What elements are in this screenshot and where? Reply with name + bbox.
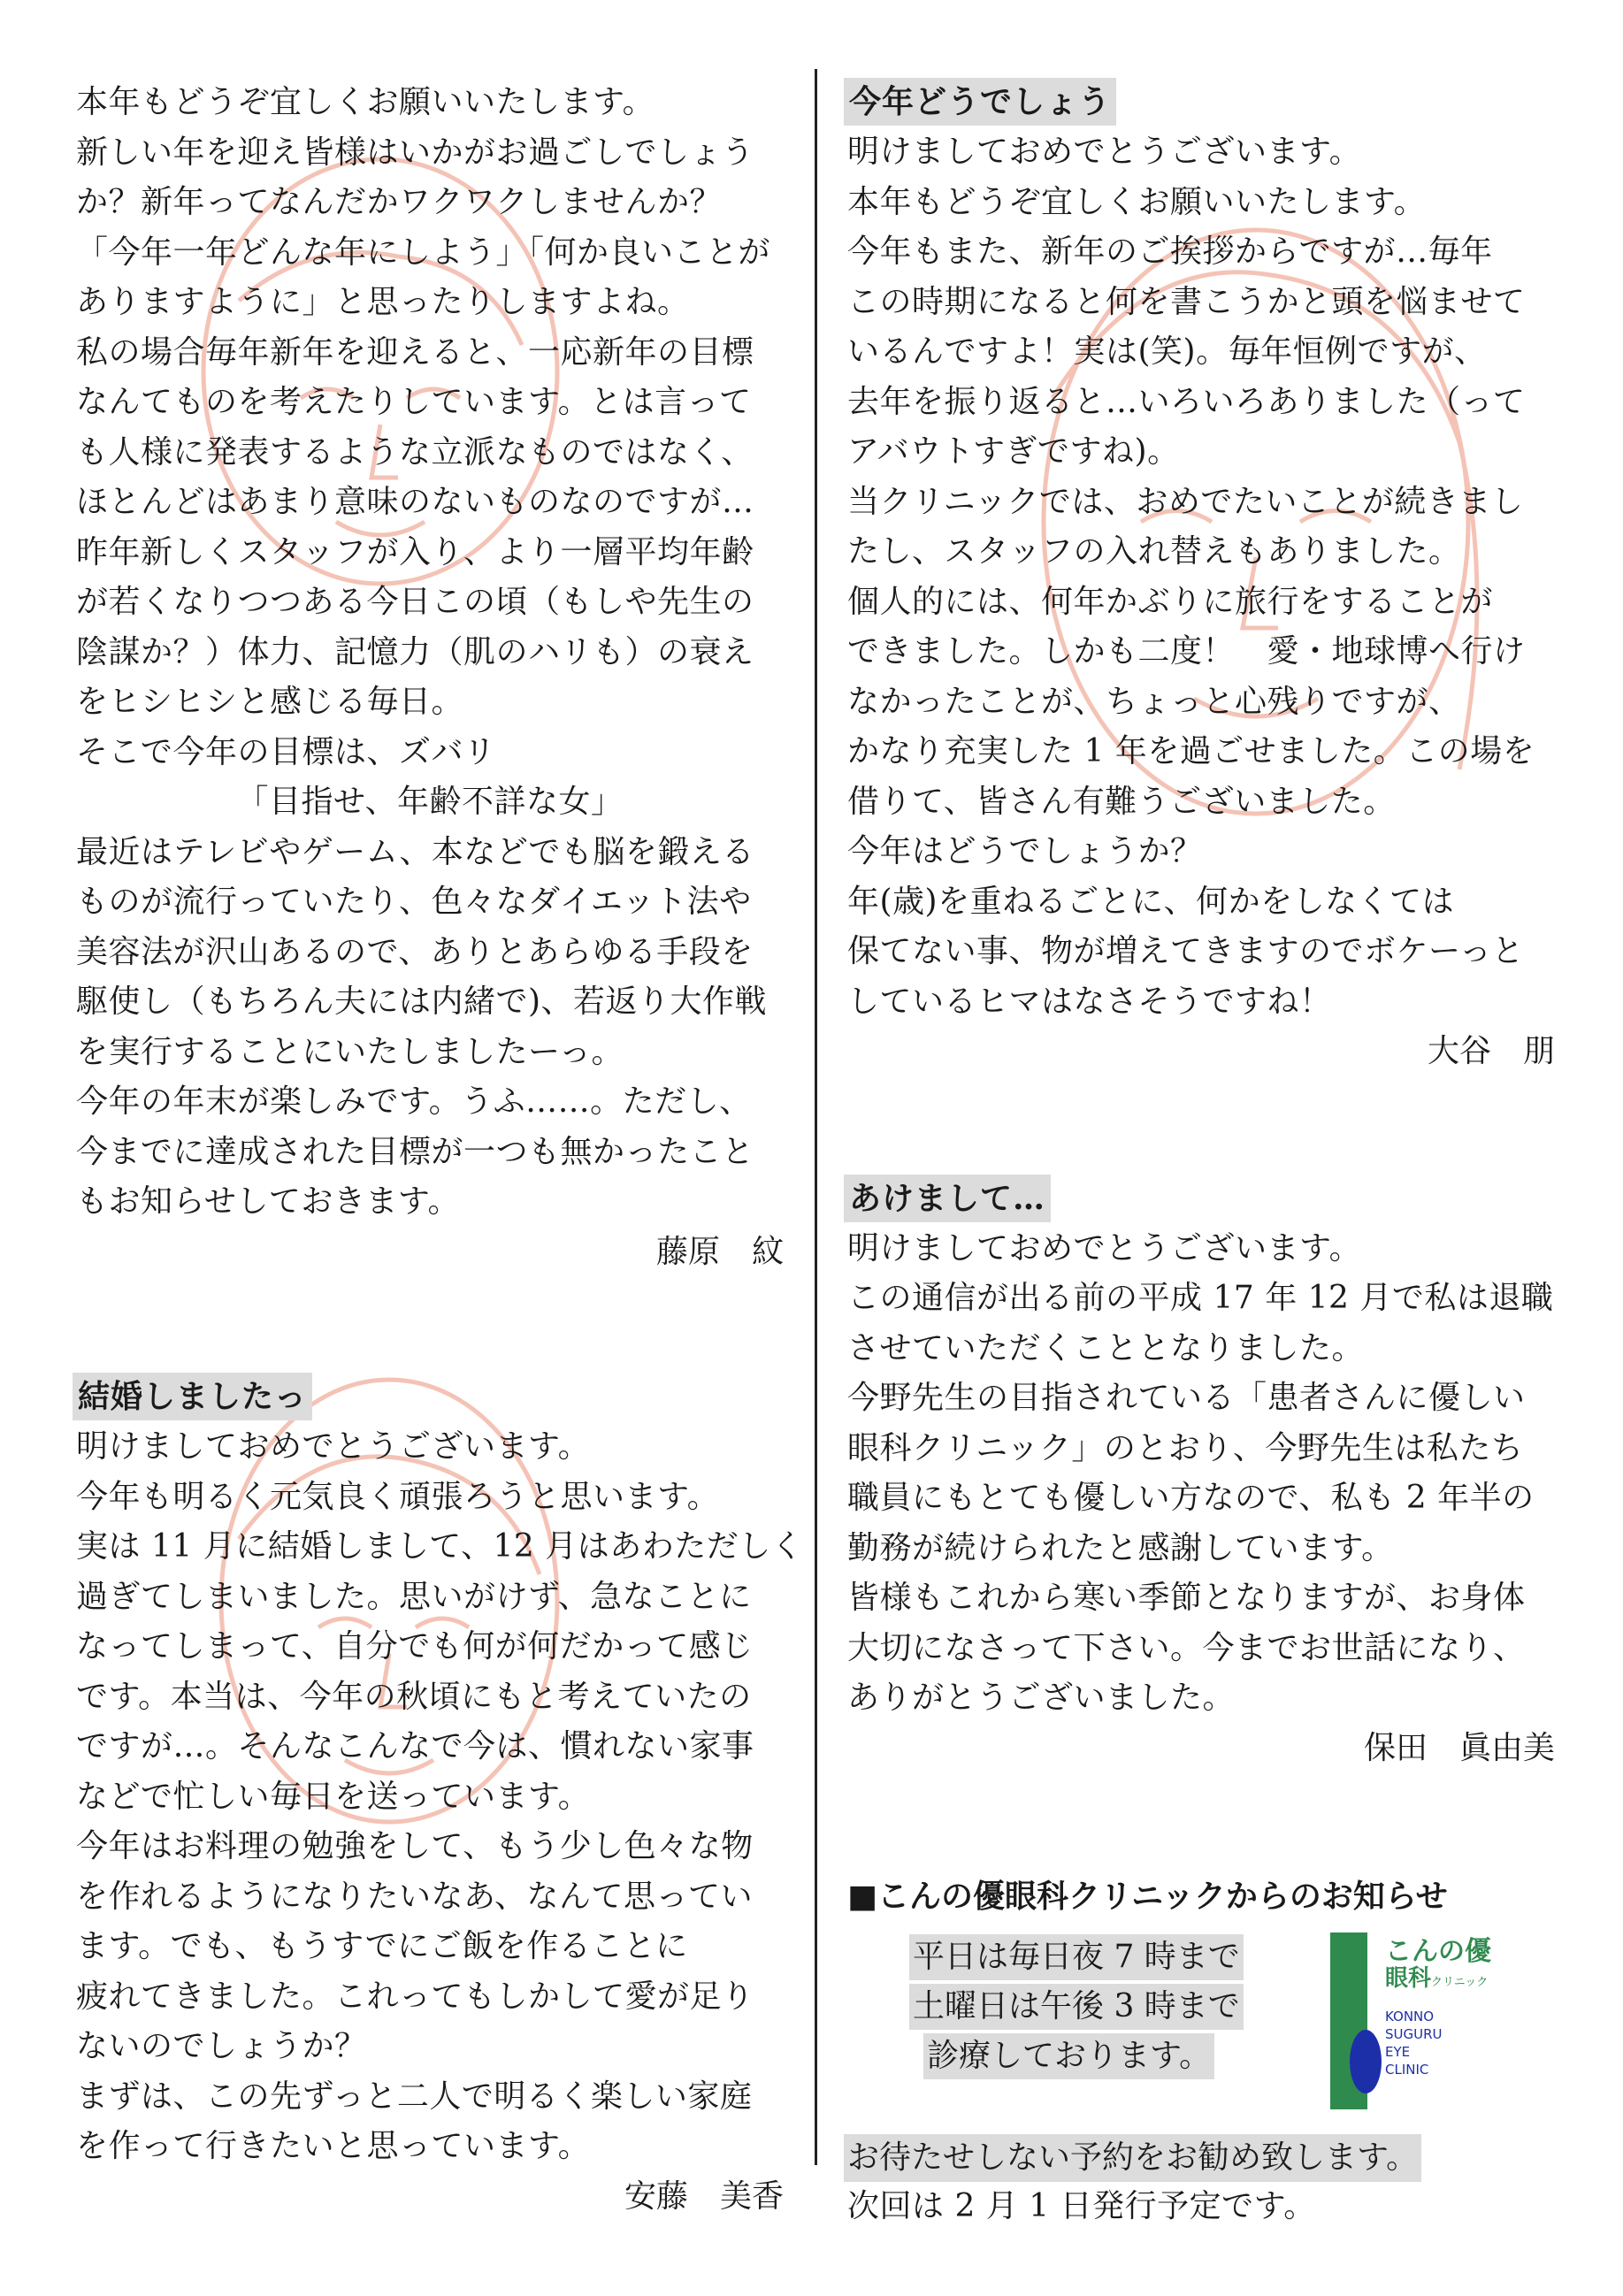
intro-line: 今年の年末が楽しみです。うふ……。ただし、 — [76, 1083, 752, 1120]
thisyear-signature: 大谷 朋 — [1427, 1033, 1555, 1069]
thisyear-line: かなり充実した 1 年を過ごせました。この場を — [847, 733, 1535, 769]
column-divider — [815, 69, 817, 2165]
thisyear-line: アバウトすぎですね)。 — [847, 433, 1180, 470]
intro-line: ありますように」と思ったりしますよね。 — [76, 284, 690, 320]
akemashite-heading: あけまして… — [844, 1175, 1051, 1222]
intro-line: なんてものを考えたりしています。とは言って — [76, 384, 752, 420]
thisyear-heading: 今年どうでしょう — [844, 78, 1116, 126]
thisyear-line: いるんですよ！実は(笑)。毎年恒例ですが、 — [847, 333, 1487, 370]
intro-line: ほとんどはあまり意味のないものなのですが… — [76, 484, 754, 520]
marriage-line: ないのでしょうか？ — [76, 2028, 367, 2064]
akemashite-line: この通信が出る前の平成 17 年 12 月で私は退職 — [847, 1280, 1554, 1316]
thisyear-line: 今年はどうでしょうか？ — [847, 833, 1203, 869]
intro-line: 昨年新しくスタッフが入り、より一層平均年齢 — [76, 533, 754, 570]
intro-line: をヒシヒシと感じる毎日。 — [76, 684, 464, 720]
thisyear-line: この時期になると何を書こうかと頭を悩ませて — [847, 283, 1526, 320]
thisyear-line: 本年もどうぞ宜しくお願いいたします。 — [847, 183, 1427, 220]
logo-green-bar — [1330, 1932, 1367, 2109]
marriage-line: ます。でも、もうすでにご飯を作ることに — [76, 1928, 688, 1964]
intro-line: が若くなりつつある今日この頃（もしや先生の — [76, 584, 754, 620]
thisyear-line: 去年を振り返ると…いろいろありました（って — [847, 383, 1526, 420]
intro-signature: 藤原 紋 — [655, 1233, 784, 1270]
next-issue-note: 次回は 2 月 1 日発行予定です。 — [847, 2188, 1316, 2224]
marriage-heading: 結婚しましたっ — [73, 1373, 312, 1420]
notice-title: ■こんの優眼科クリニックからのお知らせ — [847, 1879, 1448, 1915]
logo-text — [1367, 1932, 1491, 2109]
akemashite-signature: 保田 眞由美 — [1363, 1729, 1555, 1766]
akemashite-line: 今野先生の目指されている「患者さんに優しい — [847, 1380, 1526, 1416]
marriage-line: を作れるようになりたいなあ、なんて思ってい — [76, 1878, 754, 1915]
thisyear-line: 当クリニックでは、おめでたいことが続きまし — [847, 483, 1524, 520]
logo-english: KONNO SUGURU EYE CLINIC — [1385, 2009, 1443, 2078]
akemashite-line: ありがとうございました。 — [847, 1680, 1236, 1716]
intro-line: もお知らせしておきます。 — [76, 1183, 461, 1220]
intro-line: 本年もどうぞ宜しくお願いいたします。 — [76, 84, 655, 120]
intro-line: か？新年ってなんだかワクワクしませんか？ — [76, 184, 723, 220]
akemashite-line: させていただくこととなりました。 — [847, 1329, 1365, 1366]
right-column — [847, 78, 1555, 2232]
thisyear-line: しているヒマはなさそうですね！ — [847, 983, 1332, 1020]
thisyear-line: 年(歳)を重ねるごとに、何かをしなくては — [847, 883, 1455, 920]
intro-line: 新しい年を迎え皆様はいかがお過ごしでしょう — [76, 134, 754, 171]
akemashite-line: 皆様もこれから寒い季節となりますが、お身体 — [847, 1580, 1526, 1616]
marriage-line: 今年はお料理の勉強をして、もう少し色々な物 — [76, 1828, 754, 1864]
intro-line: 「今年一年どんな年にしよう」「何か良いことが — [76, 233, 771, 271]
akemashite-line: 勤務が続けられたと感謝しています。 — [847, 1529, 1394, 1566]
marriage-line: 疲れてきました。これってもしかして愛が足り — [76, 1978, 754, 2015]
marriage-line: などで忙しい毎日を送っています。 — [76, 1778, 591, 1815]
hours-note: 診療しております。 — [923, 2033, 1214, 2079]
clinic-notice — [847, 1872, 1555, 2232]
marriage-line: まずは、この先ずっと二人で明るく楽しい家庭 — [76, 2078, 753, 2115]
thisyear-line: 今年もまた、新年のご挨拶からですが…毎年 — [847, 233, 1493, 270]
left-column — [76, 78, 804, 2222]
marriage-line: 今年も明るく元気良く頑張ろうと思います。 — [76, 1478, 720, 1515]
reservation-note: お待たせしない予約をお勧め致します。 — [844, 2134, 1421, 2182]
hours-weekday: 平日は毎日夜 7 時まで — [909, 1934, 1244, 1980]
thisyear-line: 個人的には、何年かぶりに旅行をすることが — [847, 583, 1494, 620]
thisyear-line: 保てない事、物が増えてきますのでボケーっと — [847, 933, 1525, 969]
akemashite-line: 大切になさって下さい。今までお世話になり、 — [847, 1629, 1526, 1666]
marriage-line: 過ぎてしまいました。思いがけず、急なことに — [76, 1578, 752, 1615]
marriage-line: なってしまって、自分でも何が何だかって感じ — [76, 1628, 754, 1665]
intro-line: 美容法が沢山あるので、ありとあらゆる手段を — [76, 933, 754, 970]
marriage-line: を作って行きたいと思っています。 — [76, 2128, 591, 2164]
intro-line: 今までに達成された目標が一つも無かったこと — [76, 1133, 754, 1170]
akemashite-line: 明けましておめでとうございます。 — [847, 1229, 1362, 1267]
intro-line: ものが流行っていたり、色々なダイエット法や — [76, 884, 752, 920]
logo-name: こんの優 — [1385, 1936, 1491, 1967]
thisyear-line: できました。しかも二度！ 愛・地球博へ行け — [847, 633, 1526, 670]
akemashite-line: 職員にもとても優しい方なので、私も 2 年半の — [847, 1480, 1535, 1516]
logo-sub: 眼科クリニック — [1385, 1965, 1489, 1992]
intro-line: 最近はテレビやゲーム、本などでも脳を鍛える — [76, 833, 754, 870]
marriage-line: 明けましておめでとうございます。 — [76, 1428, 591, 1465]
marriage-line: 実は 11 月に結婚しまして、12 月はあわただしく — [76, 1528, 804, 1565]
thisyear-line: なかったことが、ちょっと心残りですが、 — [847, 683, 1461, 720]
intro-line: 駆使し（もちろん夫には内緒で)、若返り大作戦 — [76, 983, 768, 1020]
akemashite-article — [847, 1175, 1555, 1774]
office-hours — [909, 1934, 1244, 2083]
logo-blue-oval — [1350, 2030, 1382, 2093]
marriage-article — [76, 1373, 804, 2222]
hours-saturday: 土曜日は午後 3 時まで — [909, 1984, 1244, 2030]
thisyear-line: 明けましておめでとうございます。 — [847, 134, 1362, 170]
intro-line: そこで今年の目標は、ズバリ — [76, 733, 496, 770]
marriage-line: ですが…。そんなこんなで今は、慣れない家事 — [76, 1728, 754, 1764]
thisyear-line: 借りて、皆さん有難うございました。 — [847, 783, 1396, 820]
notice-box — [847, 1922, 1555, 2134]
intro-line: 私の場合毎年新年を迎えると、一応新年の目標 — [76, 333, 754, 371]
intro-line: も人様に発表するような立派なものではなく、 — [76, 433, 754, 471]
intro-article — [76, 78, 784, 1277]
intro-line: を実行することにいたしましたーっ。 — [76, 1033, 624, 1070]
marriage-line: です。本当は、今年の秋頃にもと考えていたの — [76, 1678, 752, 1715]
akemashite-line: 眼科クリニック」のとおり、今野先生は私たち — [847, 1429, 1524, 1466]
intro-line: 陰謀か？）体力、記憶力（肌のハリも）の衰え — [76, 633, 754, 670]
marriage-signature: 安藤 美香 — [624, 2177, 784, 2215]
thisyear-line: たし、スタッフの入れ替えもありました。 — [847, 533, 1461, 570]
clinic-logo — [1330, 1932, 1504, 2109]
thisyear-article — [847, 78, 1555, 1077]
intro-slogan: 「目指せ、年齢不詳な女」 — [236, 784, 624, 820]
